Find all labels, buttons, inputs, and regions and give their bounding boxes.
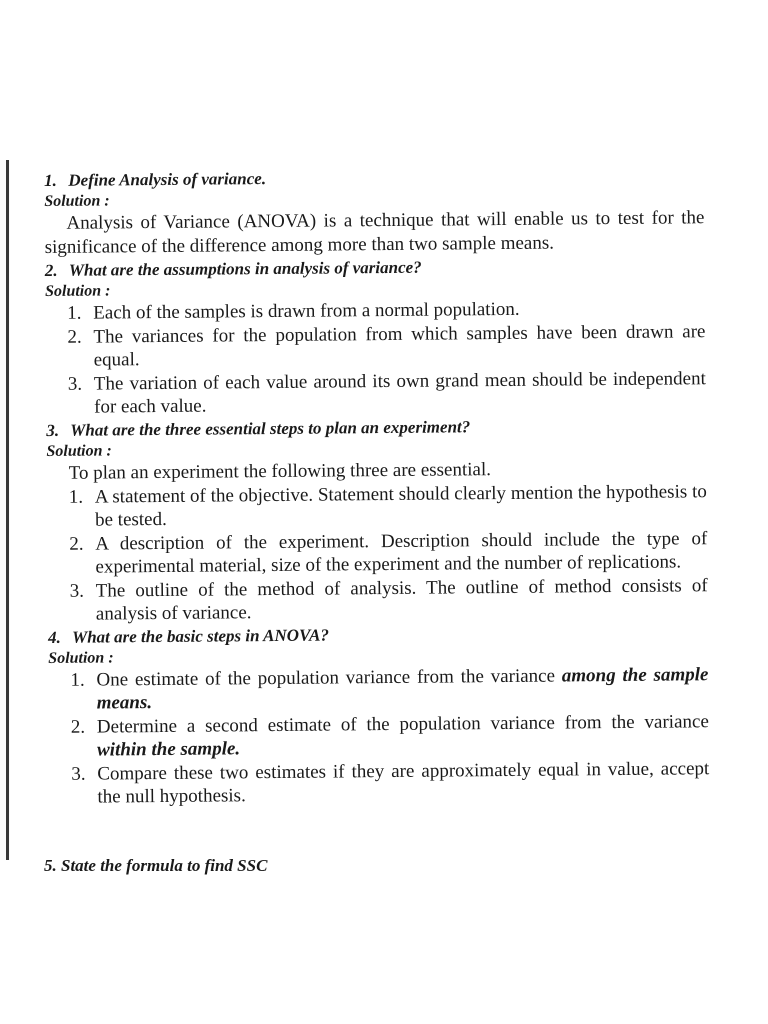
question-number: 4.	[47, 627, 61, 647]
list-item: 3. The outline of the method of analysis. The outline of method consists of analysis of variance.	[69, 574, 708, 625]
list-item: 3. The variation of each value around its own grand mean should be independent for each value.	[67, 367, 706, 418]
question-number: 1.	[44, 170, 57, 190]
solution-label: Solution :	[44, 192, 110, 210]
document-content	[44, 164, 710, 809]
solution-label: Solution :	[44, 282, 111, 300]
question-title: What are the assumptions in analysis of variance?	[68, 257, 422, 280]
question-title: What are the basic steps in ANOVA?	[71, 625, 330, 647]
list-item: 1. A statement of the objective. Statement should clearly mention the hypothesis to be tested.	[68, 480, 707, 531]
list-item: 3. Compare these two estimates if they are approximately equal in value, accept the null hypothesis.	[71, 757, 710, 808]
list-item: 2. The variances for the population from which samples have been drawn are equal.	[67, 320, 706, 371]
solution-label: Solution :	[46, 441, 112, 460]
solution-list	[48, 663, 709, 810]
list-item: 2. A description of the experiment. Description should include the type of experimental material, size of the experiment and the number of replications.	[69, 527, 708, 578]
question-4	[48, 621, 710, 810]
question-2	[45, 254, 706, 419]
question-number: 2.	[44, 260, 58, 280]
solution-intro: To plan an experiment the following three are essential.	[68, 458, 492, 484]
question-3	[46, 414, 708, 627]
list-item: 1. Each of the samples is drawn from a normal population.	[67, 298, 520, 324]
list-item: 1. One estimate of the population variance from the variance among the sample means.	[70, 663, 709, 714]
solution-list	[45, 296, 706, 419]
page-left-rule	[6, 160, 9, 860]
solution-list	[47, 480, 708, 627]
list-item: 2. Determine a second estimate of the population variance from the variance within the sample.	[70, 710, 709, 761]
cut-off-heading: 5. State the formula to find SSC	[44, 856, 268, 875]
question-number: 3.	[46, 420, 60, 440]
question-title: Define Analysis of variance.	[68, 169, 267, 190]
solution-label: Solution :	[48, 648, 114, 667]
solution-paragraph: Analysis of Variance (ANOVA) is a technique that will enable us to test for the significance of the difference among more than two sample means.	[44, 207, 705, 258]
question-1	[44, 164, 705, 260]
question-title: What are the three essential steps to plan an experiment?	[70, 416, 471, 440]
